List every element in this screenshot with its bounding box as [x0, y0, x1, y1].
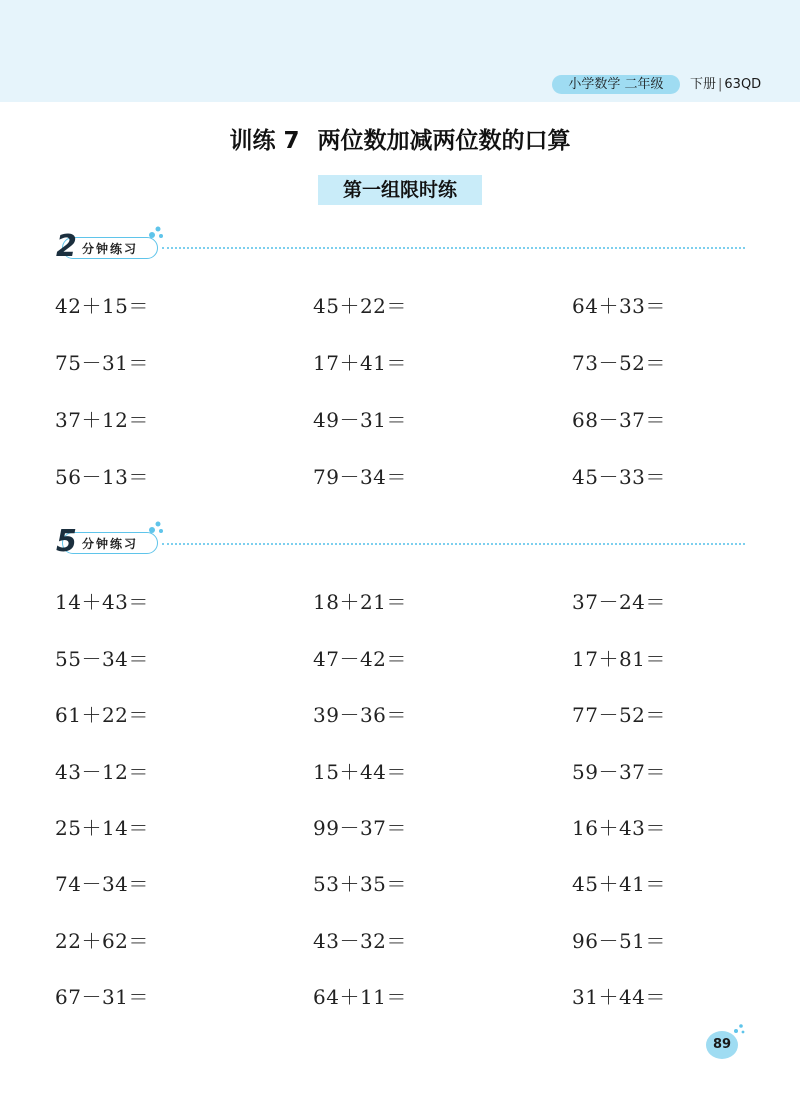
math-problem: 74－34＝ [55, 872, 149, 896]
edition-label: 63QD [724, 77, 762, 92]
math-problem: 73－52＝ [572, 351, 666, 375]
group-title: 第一组限时练 [318, 175, 482, 205]
math-problem: 14＋43＝ [55, 590, 149, 614]
math-problem: 68－37＝ [572, 408, 666, 432]
math-problem: 67－31＝ [55, 985, 149, 1009]
math-problem: 16＋43＝ [572, 816, 666, 840]
math-problem: 43－12＝ [55, 760, 149, 784]
math-problem: 17＋41＝ [313, 351, 407, 375]
math-problem: 31＋44＝ [572, 985, 666, 1009]
problem-row [0, 290, 800, 320]
math-problem: 96－51＝ [572, 929, 666, 953]
problem-row [0, 586, 800, 616]
math-problem: 25＋14＝ [55, 816, 149, 840]
problem-row [0, 925, 800, 955]
training-title: 两位数加减两位数的口算 [317, 128, 571, 154]
math-problem: 37－24＝ [572, 590, 666, 614]
problem-row [0, 812, 800, 842]
math-problem: 64＋33＝ [572, 294, 666, 318]
header-band [0, 0, 800, 102]
math-problem: 55－34＝ [55, 647, 149, 671]
math-problem: 45＋41＝ [572, 872, 666, 896]
page-title [0, 122, 800, 155]
page-number: 89 [706, 1031, 738, 1059]
math-problem: 53＋35＝ [313, 872, 407, 896]
math-problem: 22＋62＝ [55, 929, 149, 953]
math-problem: 37＋12＝ [55, 408, 149, 432]
water-splash-icon [146, 223, 166, 243]
water-splash-icon [732, 1022, 746, 1036]
training-number: 训练 7 [229, 128, 300, 154]
math-problem: 17＋81＝ [572, 647, 666, 671]
math-problem: 49－31＝ [313, 408, 407, 432]
problem-row [0, 699, 800, 729]
section-badge-5min [52, 524, 162, 559]
section-divider [162, 247, 745, 249]
minutes-label: 分钟练习 [82, 242, 139, 256]
water-splash-icon [146, 518, 166, 538]
math-problem: 56－13＝ [55, 465, 149, 489]
problem-row [0, 756, 800, 786]
problem-row [0, 868, 800, 898]
math-problem: 45＋22＝ [313, 294, 407, 318]
math-problem: 42＋15＝ [55, 294, 149, 318]
minutes-number: 5 [56, 524, 77, 559]
problem-row [0, 404, 800, 434]
math-problem: 15＋44＝ [313, 760, 407, 784]
math-problem: 79－34＝ [313, 465, 407, 489]
math-problem: 47－42＝ [313, 647, 407, 671]
problem-row [0, 643, 800, 673]
section-divider [162, 543, 745, 545]
subject-grade-badge: 小学数学 二年级 [552, 75, 680, 94]
math-problem: 18＋21＝ [313, 590, 407, 614]
volume-label: 下册 [690, 77, 717, 92]
math-problem: 61＋22＝ [55, 703, 149, 727]
problem-row [0, 461, 800, 491]
math-problem: 64＋11＝ [313, 985, 407, 1009]
problem-row [0, 981, 800, 1011]
volume-edition: 下册 | 63QD [690, 77, 762, 92]
problem-row [0, 347, 800, 377]
minutes-label: 分钟练习 [82, 537, 139, 551]
math-problem: 75－31＝ [55, 351, 149, 375]
math-problem: 77－52＝ [572, 703, 666, 727]
math-problem: 39－36＝ [313, 703, 407, 727]
math-problem: 59－37＝ [572, 760, 666, 784]
minutes-number: 2 [56, 229, 77, 264]
math-problem: 43－32＝ [313, 929, 407, 953]
math-problem: 45－33＝ [572, 465, 666, 489]
section-badge-2min [52, 229, 162, 264]
math-problem: 99－37＝ [313, 816, 407, 840]
